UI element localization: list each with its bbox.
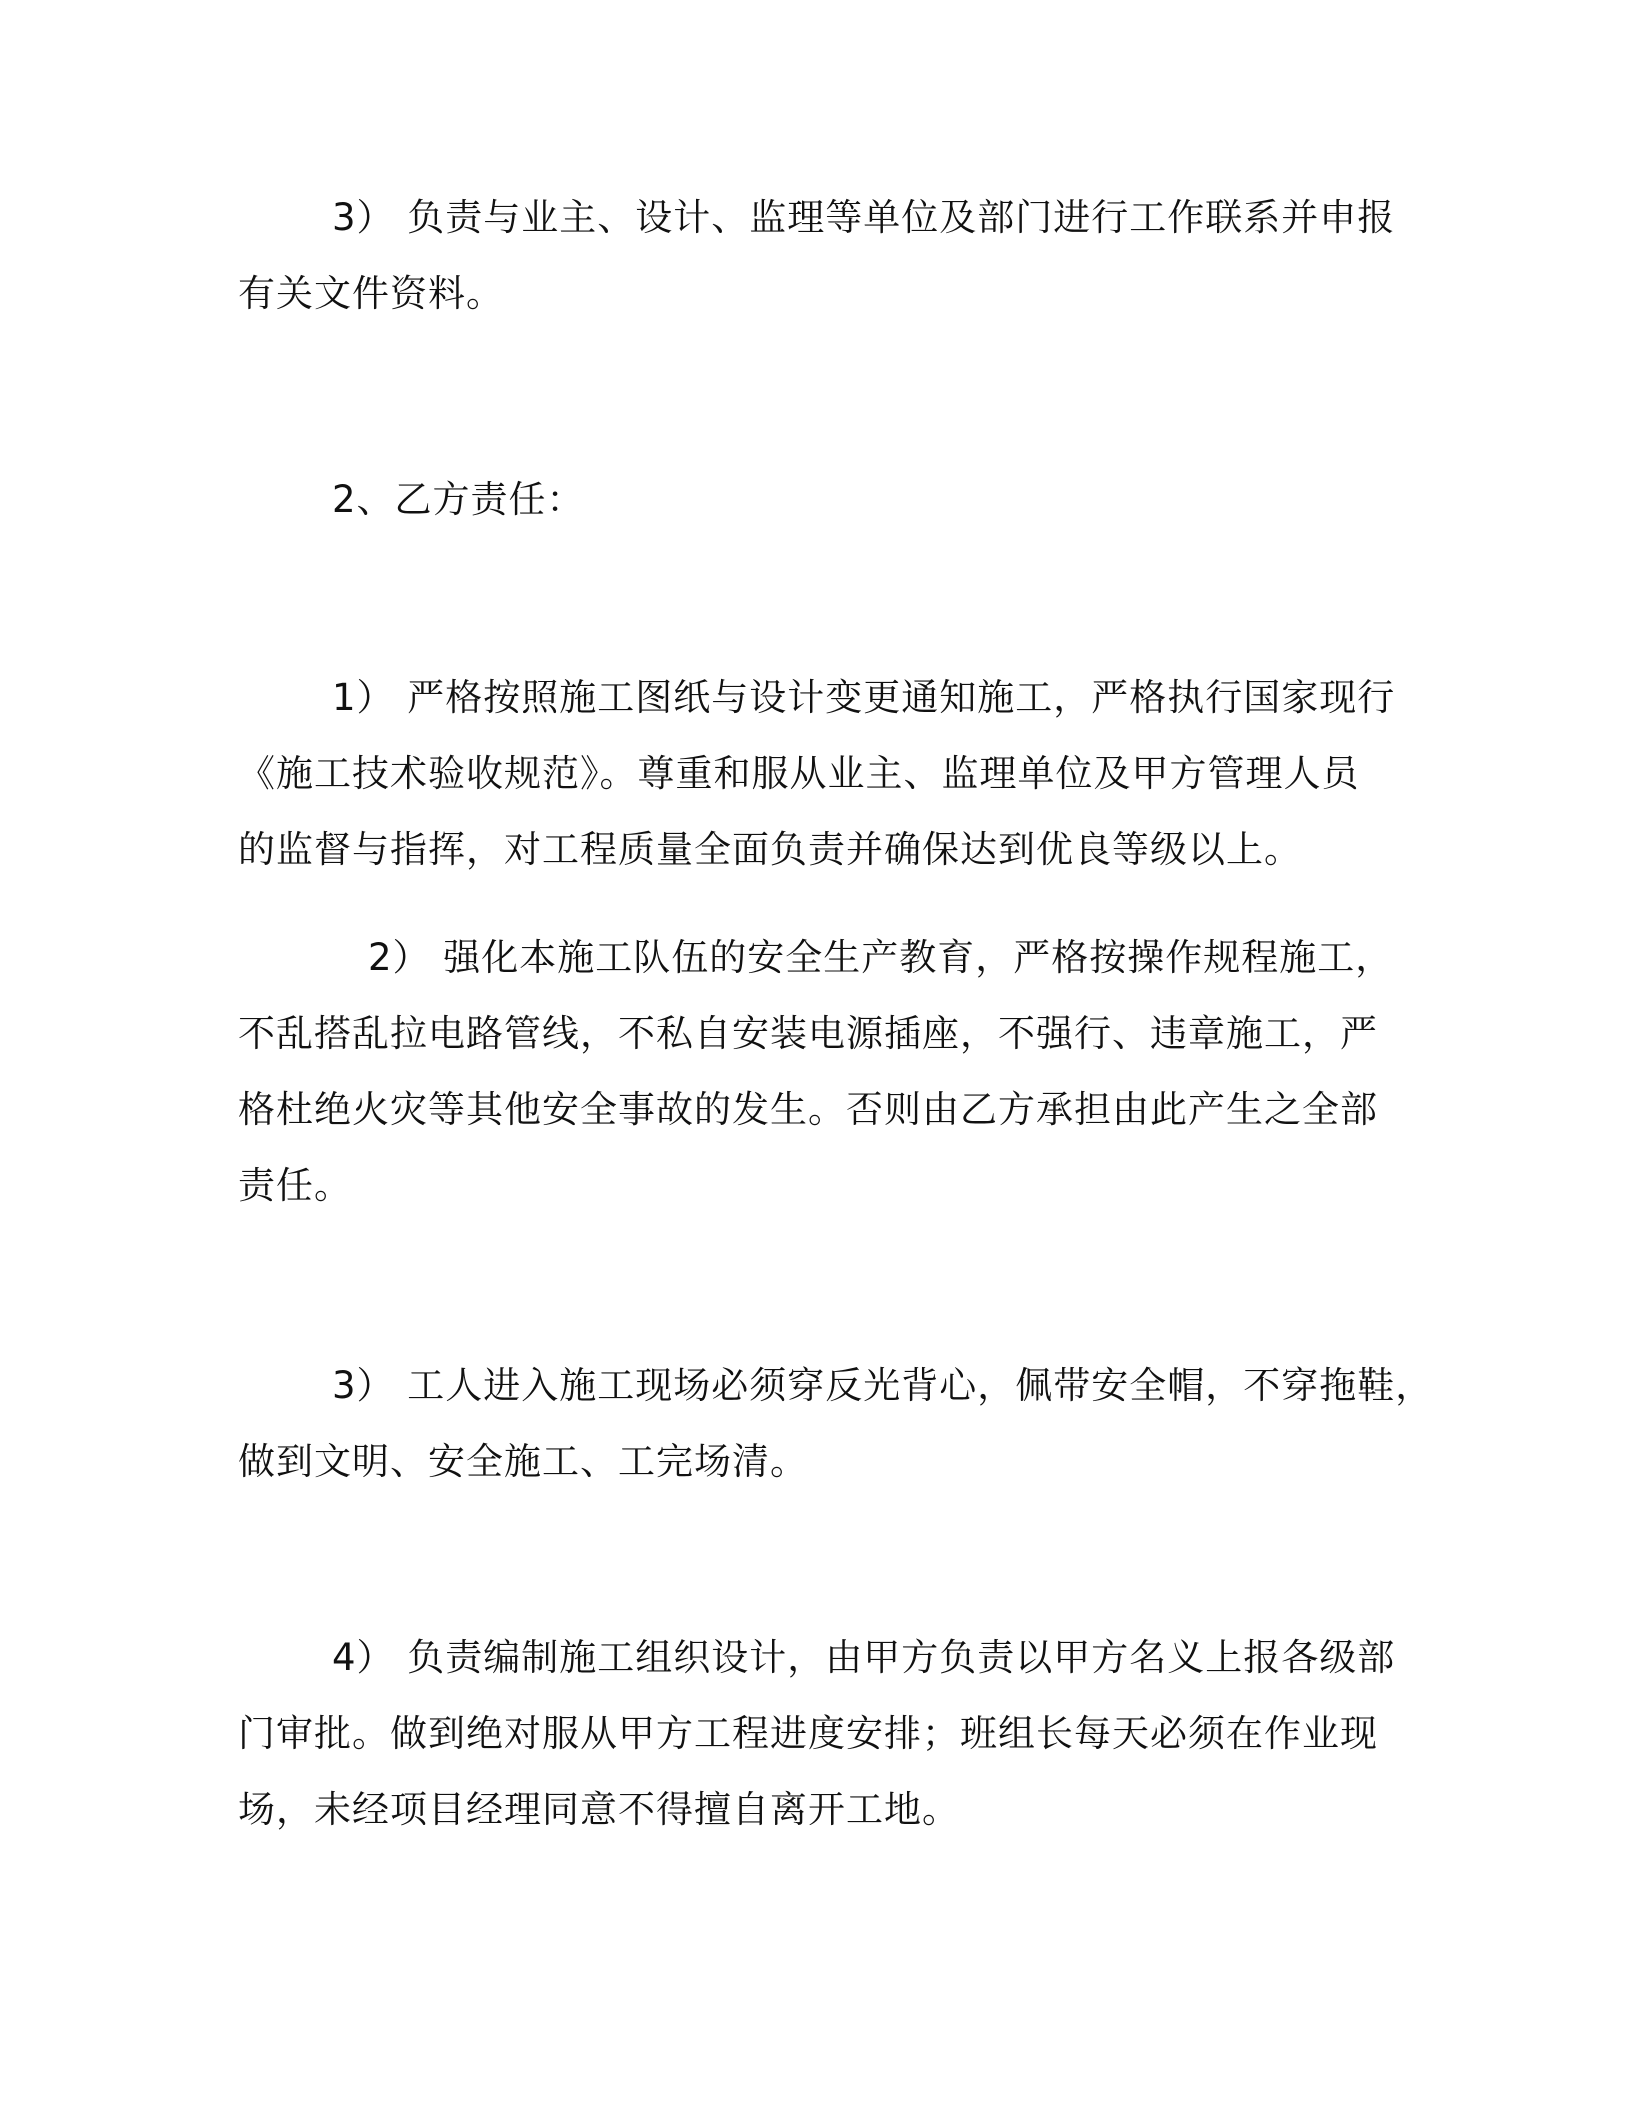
text-line: 3） 工人进入施工现场必须穿反光背心，佩带安全帽，不穿拖鞋， [332, 1364, 1434, 1407]
text-line: 做到文明、安全施工、工完场清。 [238, 1440, 808, 1483]
text-line: 3） 负责与业主、设计、监理等单位及部门进行工作联系并申报 [332, 196, 1396, 239]
paragraph-party-b-item-2 [238, 920, 1394, 1224]
text-line: 2） 强化本施工队伍的安全生产教育，严格按操作规程施工， [368, 936, 1394, 979]
paragraph-party-a-item-3 [238, 180, 1396, 332]
text-line: 4） 负责编制施工组织设计，由甲方负责以甲方名义上报各级部 [332, 1636, 1396, 1679]
text-line: 有关文件资料。 [238, 272, 504, 315]
text-line: 门审批。做到绝对服从甲方工程进度安排；班组长每天必须在作业现 [238, 1712, 1378, 1755]
text-line: 场，未经项目经理同意不得擅自离开工地。 [238, 1788, 960, 1831]
text-line: 的监督与指挥，对工程质量全面负责并确保达到优良等级以上。 [238, 828, 1302, 871]
paragraph-party-b-item-4 [238, 1620, 1396, 1848]
text-line: 1） 严格按照施工图纸与设计变更通知施工，严格执行国家现行 [332, 676, 1396, 719]
section-heading-party-b-responsibilities [238, 462, 1388, 538]
text-line: 不乱搭乱拉电路管线，不私自安装电源插座，不强行、违章施工，严 [238, 1012, 1378, 1055]
text-line: 责任。 [238, 1164, 352, 1207]
paragraph-party-b-item-3 [238, 1348, 1434, 1500]
paragraph-party-b-item-1 [238, 660, 1396, 888]
text-line: 《施工技术验收规范》。尊重和服从业主、监理单位及甲方管理人员 [238, 752, 1360, 795]
text-line: 2、乙方责任： [332, 478, 585, 521]
text-line: 格杜绝火灾等其他安全事故的发生。否则由乙方承担由此产生之全部 [238, 1088, 1378, 1131]
